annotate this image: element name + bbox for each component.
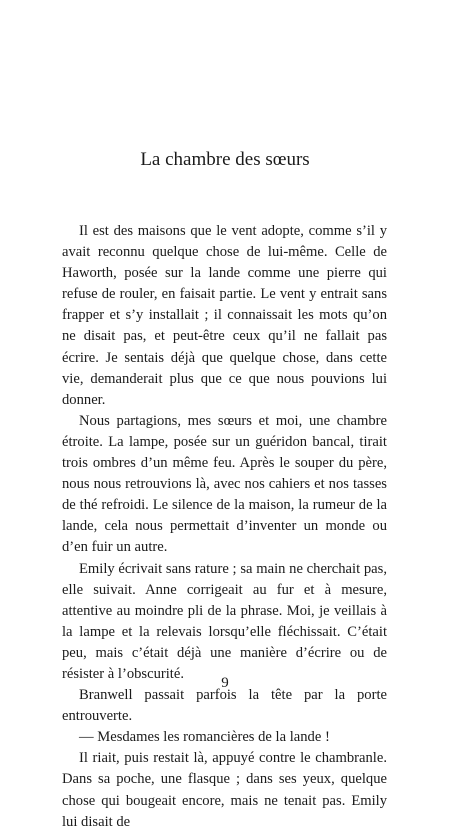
page-number: 9 [221, 675, 229, 691]
dialogue-line: — Mesdames les romancières de la lande ! [79, 729, 330, 746]
paragraph-3: Emily écrivait sans rature ; sa main ne cherchait pas, elle suivait. Anne corrigeait au fur et à mesure, attentive au moindre pli de la phrase. Moi, je veillais à la lampe et la relevais lorsqu’elle fléchissait. C’était peu, mais c’était déjà une manière d’écrire ou de résister à l’obscurité. [62, 560, 387, 682]
chapter-title: La chambre des sœurs [140, 149, 310, 170]
paragraph-6: Il riait, puis restait là, appuyé contre le chambranle. Dans sa poche, une flasque ; dans ses yeux, quelque chose qui bougeait encore, mais ne tenait pas. Emily lui disait de [62, 750, 387, 830]
paragraph-1: Il est des maisons que le vent adopte, comme s’il y avait reconnu quelque chose de lui-même. Celle de Haworth, posée sur la lande comme une pierre qui refuse de rouler, en faisait partie. Le vent y entrait sans frapper et s’y installait ; il connaissait les mots qu’on ne disait pas, et peut-être ceux qu’il ne fallait pas écrire. Je sentais déjà que quelque chose, dans cette vie, demanderait plus que ce que nous pouvions lui donner. [62, 223, 387, 408]
paragraph-2: Nous partagions, mes sœurs et moi, une chambre étroite. La lampe, posée sur un guéridon bancal, tirait trois ombres d’un même feu. Après le souper du père, nous nous retrouvions là, avec nos cahiers et nos tasses de thé refroidi. Le silence de la maison, la rumeur de la lande, cela nous permettait d’inventer un monde ou d’en fuir un autre. [62, 412, 387, 556]
paragraph-4: Branwell passait parfois la tête par la porte entrouverte. [62, 687, 387, 725]
body-text [62, 221, 387, 833]
